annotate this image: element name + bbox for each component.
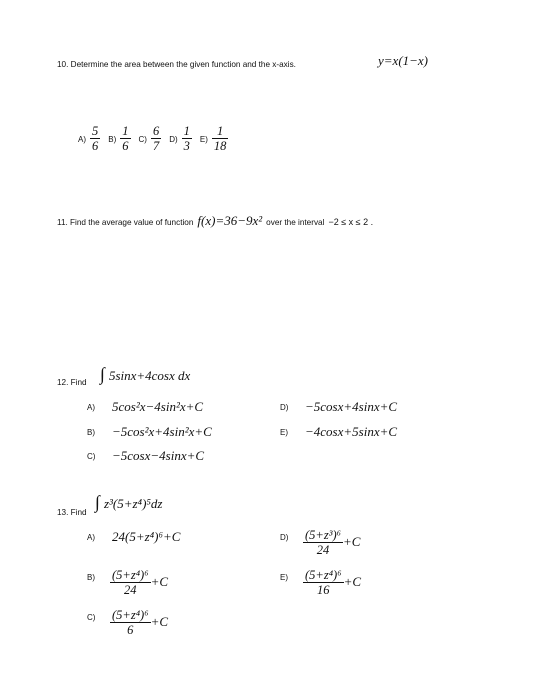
denominator: 24 [124, 583, 137, 597]
q11-interval: −2 ≤ x ≤ 2 . [328, 217, 374, 227]
q11-text: 11. Find the average value of function [57, 218, 194, 227]
q10-choice-b[interactable] [108, 124, 134, 153]
fraction [151, 124, 161, 153]
denominator: 6 [127, 623, 134, 637]
choice-letter: A) [78, 135, 86, 145]
q13-letter-a: A) [87, 533, 95, 542]
fraction [303, 528, 343, 557]
q13-choice-c[interactable] [110, 608, 168, 637]
fraction [120, 124, 130, 153]
q12-integral [100, 364, 190, 385]
constant-term: +C [343, 574, 362, 590]
q12-choice-a[interactable]: 5cos²x−4sin²x+C [112, 399, 204, 414]
q10-choice-d[interactable] [169, 124, 196, 153]
denominator: 24 [316, 543, 330, 557]
denominator: 18 [213, 139, 227, 153]
q12-letter-d: D) [280, 403, 289, 412]
q11-function: f(x)=36−9x² [197, 213, 263, 228]
q10-choice-a[interactable] [78, 124, 104, 153]
q12-choice-d[interactable]: −5cosx+4sinx+C [305, 399, 398, 414]
q13-letter-d: D) [280, 533, 289, 542]
choice-letter: D) [169, 135, 178, 145]
numerator: (5+z⁴)⁶ [305, 568, 342, 582]
q10-choice-c[interactable] [138, 124, 166, 153]
denominator: 7 [152, 139, 160, 153]
q11-line [57, 212, 373, 230]
q13-letter-e: E) [280, 573, 288, 582]
q12-choice-c[interactable]: −5cosx−4sinx+C [112, 448, 205, 463]
denominator: 16 [317, 583, 330, 597]
denominator: 6 [92, 139, 99, 153]
numerator: 1 [183, 124, 190, 138]
q13-label: 13. Find [57, 508, 87, 517]
choice-letter: B) [108, 135, 117, 145]
q13-choice-d[interactable] [303, 528, 360, 557]
q12-letter-b: B) [87, 428, 95, 437]
fraction [90, 124, 100, 153]
constant-term: +C [342, 534, 361, 550]
fraction [212, 124, 229, 153]
numerator: (5+z⁴)⁶ [112, 608, 149, 622]
numerator: 6 [152, 124, 160, 138]
choice-letter: C) [138, 135, 147, 145]
q12-letter-c: C) [87, 452, 96, 461]
fraction [110, 568, 151, 597]
q12-choice-b[interactable]: −5cos²x+4sin²x+C [112, 424, 212, 439]
q13-choice-e[interactable] [303, 568, 361, 597]
numerator: (5+z³)⁶ [305, 528, 341, 542]
q10-choices [78, 124, 228, 153]
q12-label: 12. Find [57, 378, 87, 387]
numerator: (5+z⁴)⁶ [112, 568, 149, 582]
q13-choice-b[interactable] [110, 568, 168, 597]
numerator: 1 [212, 124, 229, 139]
integral-sign-icon: ∫ [95, 492, 100, 512]
fraction [182, 124, 192, 153]
denominator: 6 [122, 139, 129, 153]
q13-letter-b: B) [87, 573, 95, 582]
integral-sign-icon: ∫ [100, 364, 105, 384]
q11-text-after: over the interval [266, 218, 325, 227]
q12-letter-a: A) [87, 403, 95, 412]
denominator: 3 [183, 139, 190, 153]
numerator: 1 [122, 124, 129, 138]
q12-choice-e[interactable]: −4cosx+5sinx+C [305, 424, 398, 439]
q13-letter-c: C) [87, 613, 96, 622]
numerator: 5 [92, 124, 99, 138]
choice-letter: E) [199, 135, 208, 145]
fraction [303, 568, 344, 597]
q13-choice-a[interactable]: 24(5+z⁴)⁶+C [112, 529, 181, 544]
q13-integral [95, 492, 162, 513]
q10-function: y=x(1−x) [378, 53, 429, 68]
q10-text: 10. Determine the area between the given function and the x-axis. [57, 60, 296, 69]
q10-choice-e[interactable] [199, 124, 229, 153]
q12-integrand: 5sinx+4cosx dx [108, 368, 191, 383]
fraction [110, 608, 151, 637]
q13-integrand: z³(5+z⁴)⁵dz [103, 496, 163, 511]
q12-letter-e: E) [280, 428, 288, 437]
constant-term: +C [150, 574, 169, 590]
constant-term: +C [150, 614, 169, 630]
